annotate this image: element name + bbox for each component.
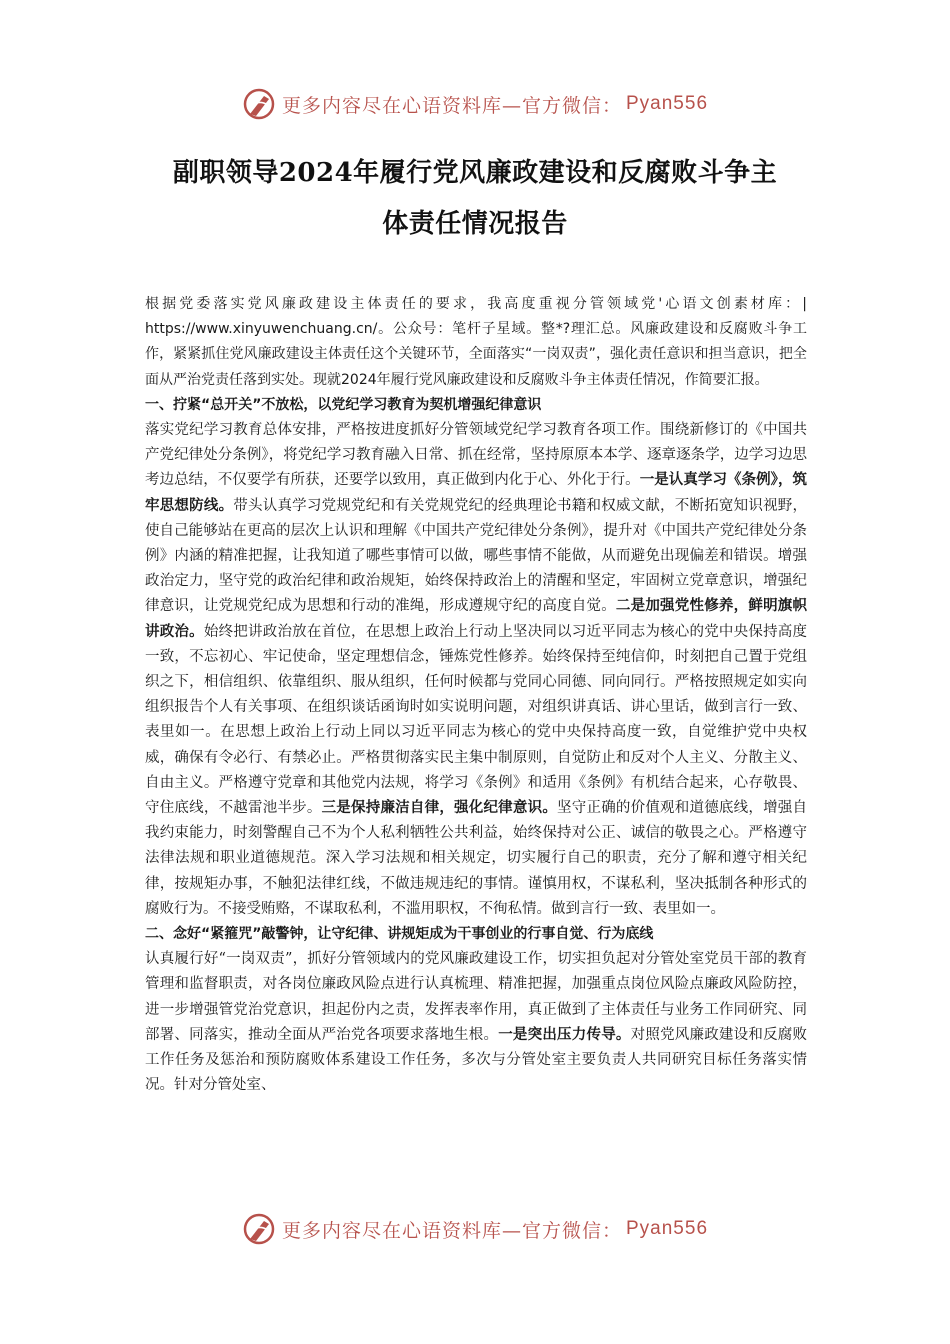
section-2-text-2: 对照党风廉政建设和反腐败工作任务及惩治和预防腐败体系建设工作任务，多次与分管处室主要负责人共同研究目标任务落实情况。针对分管处室、 <box>145 1026 808 1094</box>
banner-text: 更多内容尽在心语资料库—官方微信： <box>281 94 622 117</box>
section-1-text-4: 坚守正确的价值观和道德底线，增强自我约束能力，时刻警醒自己不为个人私利牺牲公共利益，始终保持对公正、诚信的敬畏之心。严格遵守法律法规和职业道德规范。深入学习法规和相关规定，切实履行自己的职责，充分了解和遵守相关纪律，按规矩办事，不触犯法律红线，不做违规违纪的事情。谨慎用权，不谋私利，坚决抵制各种形式的腐败行为。不接受贿赂，不谋取私利，不滥用职权，不徇私情。做到言行一致、表里如一。 <box>145 800 808 917</box>
title-line-2: 体责任情况报告 <box>382 209 568 239</box>
section-2-bold-1: 一是突出压力传导。 <box>498 1026 631 1043</box>
section-1-bold-2: 二是加强党性修养，鲜明旗帜讲政治。 <box>145 598 807 640</box>
pen-nib-circle-logo-icon <box>242 1212 276 1246</box>
title-line-1: 副职领导2024年履行党风廉政建设和反腐败斗争主 <box>172 158 778 188</box>
banner-text: 更多内容尽在心语资料库—官方微信： <box>281 1219 622 1242</box>
section-2-text-1: 认真履行好“一岗双责”，抓好分管领域内的党风廉政建设工作，切实担负起对分管处室党员干部的教育管理和监督职责，对各岗位廉政风险点进行认真梳理、精准把握，加强重点岗位风险点廉政风险防控，进一步增强管党治党意识，担起份内之责，发挥表率作用，真正做到了主体责任与业务工作同研究、同部署、同落实，推动全面从严治党各项要求落地生根。 <box>145 951 807 1043</box>
section-1-heading: 一、拧紧“总开关”不放松，以党纪学习教育为契机增强纪律意识 <box>145 396 542 413</box>
banner-wechat-id: Pyan556 <box>626 93 709 114</box>
section-1-paragraph <box>145 418 807 922</box>
page-title <box>100 148 850 250</box>
section-1-bold-3: 三是保持廉洁自律，强化纪律意识。 <box>321 800 558 817</box>
footer-watermark-banner <box>0 1209 950 1249</box>
banner-wechat-id: Pyan556 <box>626 1218 709 1239</box>
section-1-text-3: 始终把讲政治放在首位，在思想上政治上行动上坚决同以习近平同志为核心的党中央保持高度一致，不忘初心、牢记使命，坚定理想信念，锤炼党性修养。始终保持至纯信仰，时刻把自己置于党组织之下，相信组织、依靠组织、服从组织，任何时候都与党同心同德、同向同行。严格按照规定如实向组织报告个人有关事项、在组织谈话函询时如实说明问题，对组织讲真话、讲心里话，做到言行一致、表里如一。在思想上政治上行动上同以习近平同志为核心的党中央保持高度一致，自觉维护党中央权威，确保有令必行、有禁必止。严格贯彻落实民主集中制原则，自觉防止和反对个人主义、分散主义、自由主义。严格遵守党章和其他党内法规，将学习《条例》和适用《条例》有机结合起来，心存敬畏、守住底线，不越雷池半步。 <box>145 623 808 817</box>
document-body <box>145 292 807 1099</box>
section-1-text-2: 带头认真学习党规党纪和有关党规党纪的经典理论书籍和权威文献，不断拓宽知识视野，使自己能够站在更高的层次上认识和理解《中国共产党纪律处分条例》，提升对《中国共产党纪律处分条例》内涵的精准把握，让我知道了哪些事情可以做，哪些事情不能做，从而避免出现偏差和错误。增强政治定力，坚守党的政治纪律和政治规矩，始终保持政治上的清醒和坚定，牢固树立党章意识，增强纪律意识，让党规党纪成为思想和行动的准绳，形成遵规守纪的高度自觉。 <box>145 497 807 615</box>
intro-paragraph: 根据党委落实党风廉政建设主体责任的要求，我高度重视分管领域党'心语文创素材库：| https://www.xinyuwenchuang.cn/。公众号：笔杆子星域。整*?理汇总。风廉政建设和反腐败斗争工作，紧紧抓住党风廉政建设主体责任这个关键环节，全面落实“一岗双责”，强化责任意识和担当意识，把全面从严治党责任落到实处。现就2024年履行党风廉政建设和反腐败斗争主体责任情况，作简要汇报。 <box>145 296 807 388</box>
section-2-paragraph <box>145 947 807 1098</box>
header-watermark-banner <box>0 84 950 124</box>
pen-nib-circle-logo-icon <box>242 87 276 121</box>
section-1-text-1: 落实党纪学习教育总体安排，严格按进度抓好分管领域党纪学习教育各项工作。围绕新修订的《中国共产党纪律处分条例》，将党纪学习教育融入日常、抓在经常，坚持原原本本学、逐章逐条学，边学习边思考边总结，不仅要学有所获，还要学以致用，真正做到内化于心、外化于行。 <box>145 422 807 489</box>
section-1-bold-1: 一是认真学习《条例》，筑牢思想防线。 <box>145 472 808 514</box>
section-2-heading: 二、念好“紧箍咒”敲警钟，让守纪律、讲规矩成为干事创业的行事自觉、行为底线 <box>145 926 654 943</box>
